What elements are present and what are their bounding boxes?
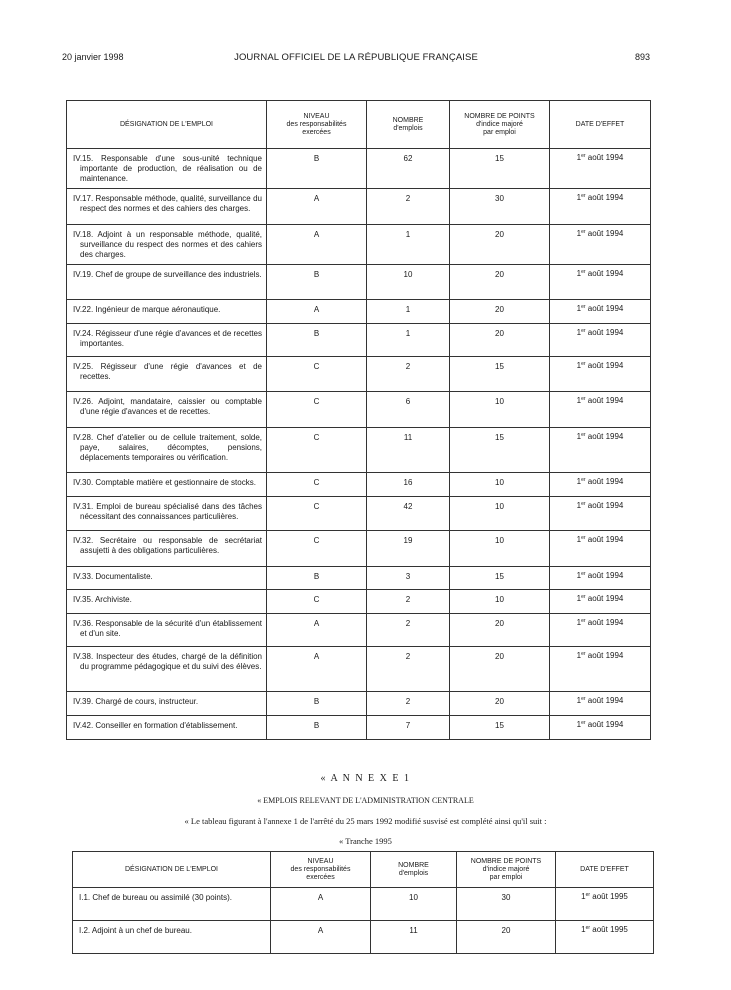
table-row — [67, 647, 651, 692]
date-cell — [550, 614, 651, 647]
emploi-text: Chef de bureau ou assimilé (30 points). — [92, 893, 232, 902]
date-rest: août 1994 — [585, 501, 624, 510]
designation-cell — [73, 888, 271, 921]
points-cell: 10 — [450, 590, 550, 614]
table-row — [67, 428, 651, 473]
date-rest: août 1995 — [590, 925, 628, 934]
designation-cell — [67, 692, 267, 716]
table-row — [67, 473, 651, 497]
designation-cell — [67, 590, 267, 614]
table-row — [67, 225, 651, 265]
points-cell: 15 — [450, 149, 550, 189]
table1-body — [67, 149, 651, 740]
niveau-cell: B — [267, 149, 367, 189]
date-ordinal: er — [585, 892, 591, 898]
nombre-cell: 11 — [371, 921, 457, 954]
date-cell — [550, 647, 651, 692]
table-row — [67, 189, 651, 225]
date-ordinal: er — [581, 328, 586, 334]
date-cell — [550, 428, 651, 473]
designation-cell — [67, 357, 267, 392]
table-row — [67, 716, 651, 740]
emploi-text: Chef de groupe de surveillance des industriels. — [95, 270, 262, 279]
emploi-text: Archiviste. — [94, 595, 132, 604]
emploi-code: IV.38. — [73, 652, 94, 661]
date-day: 1 — [576, 269, 582, 278]
nombre-cell: 3 — [367, 567, 450, 590]
niveau-cell: C — [267, 428, 367, 473]
emploi-text: Emploi de bureau spécialisé dans des tâches nécessitant des connaissances particulières. — [80, 502, 262, 521]
date-ordinal: er — [581, 501, 586, 507]
emploi-text: Adjoint, mandataire, caissier ou comptable d'une régie d'avances et de recettes. — [80, 397, 263, 416]
points-cell: 20 — [450, 225, 550, 265]
date-cell — [550, 590, 651, 614]
nombre-cell: 2 — [367, 614, 450, 647]
date-cell — [550, 300, 651, 324]
nombre-cell: 2 — [367, 692, 450, 716]
nombre-cell: 16 — [367, 473, 450, 497]
points-cell: 15 — [450, 357, 550, 392]
niveau-cell: A — [271, 921, 371, 954]
date-rest: août 1994 — [585, 432, 624, 441]
nombre-cell: 1 — [367, 324, 450, 357]
date-day: 1 — [576, 720, 582, 729]
emploi-code: IV.30. — [73, 478, 94, 487]
date-rest: août 1994 — [585, 229, 624, 238]
nombre-cell: 6 — [367, 392, 450, 428]
designation-cell — [67, 225, 267, 265]
emploi-code: IV.22. — [73, 305, 94, 314]
date-ordinal: er — [581, 229, 586, 235]
emploi-code: I.1. — [79, 893, 91, 902]
points-cell: 10 — [450, 392, 550, 428]
date-cell — [550, 225, 651, 265]
niveau-cell: A — [267, 647, 367, 692]
date-ordinal: er — [581, 396, 586, 402]
emploi-text: Adjoint à un responsable méthode, qualité, surveillance du respect des normes et des cahiers des charges. — [80, 230, 262, 259]
annexe-intro: « Le tableau figurant à l'annexe 1 de l'arrêté du 25 mars 1992 modifié susvisé est complété ainsi qu'il suit : — [184, 816, 547, 826]
emploi-code: IV.28. — [73, 433, 94, 442]
date-rest: août 1994 — [585, 696, 624, 705]
date-day: 1 — [576, 304, 582, 313]
date-rest: août 1994 — [585, 651, 624, 660]
points-cell: 10 — [450, 497, 550, 531]
date-ordinal: er — [581, 153, 586, 159]
table-row — [67, 692, 651, 716]
designation-cell — [67, 392, 267, 428]
date-day: 1 — [576, 501, 582, 510]
table-row — [67, 265, 651, 300]
date-rest: août 1994 — [585, 477, 624, 486]
date-day: 1 — [581, 925, 586, 934]
emploi-text: Documentaliste. — [95, 572, 153, 581]
emploi-code: IV.31. — [73, 502, 94, 511]
date-ordinal: er — [581, 720, 586, 726]
emploi-code: IV.36. — [73, 619, 94, 628]
col-date: DATE D'EFFET — [556, 852, 654, 888]
col-nombre: NOMBRE d'emplois — [367, 101, 450, 149]
nombre-cell: 2 — [367, 189, 450, 225]
date-rest: août 1994 — [585, 396, 624, 405]
points-cell: 20 — [450, 692, 550, 716]
date-cell — [556, 921, 654, 954]
emploi-text: Responsable d'une sous-unité technique importante de production, de réalisation ou de maintenance. — [80, 154, 262, 183]
designation-cell — [67, 300, 267, 324]
nombre-cell: 2 — [367, 357, 450, 392]
date-day: 1 — [576, 396, 582, 405]
emplois-table-1 — [66, 100, 651, 740]
annexe-title: « A N N E X E 1 — [320, 773, 411, 784]
designation-cell — [67, 428, 267, 473]
designation-cell — [67, 567, 267, 590]
emploi-code: IV.15. — [73, 154, 94, 163]
emploi-code: IV.35. — [73, 595, 94, 604]
date-cell — [556, 888, 654, 921]
date-ordinal: er — [581, 535, 586, 541]
niveau-cell: A — [267, 300, 367, 324]
table-row — [67, 357, 651, 392]
emploi-code: IV.39. — [73, 697, 94, 706]
date-cell — [550, 531, 651, 567]
table-header-row — [67, 101, 651, 149]
date-rest: août 1994 — [585, 328, 624, 337]
date-cell — [550, 265, 651, 300]
date-rest: août 1994 — [585, 571, 624, 580]
col-niveau: NIVEAU des responsabilités exercées — [267, 101, 367, 149]
emploi-text: Responsable de la sécurité d'un établissement et d'un site. — [80, 619, 262, 638]
niveau-cell: C — [267, 357, 367, 392]
niveau-cell: B — [267, 716, 367, 740]
nombre-cell: 1 — [367, 225, 450, 265]
points-cell: 20 — [450, 265, 550, 300]
date-ordinal: er — [581, 361, 586, 367]
designation-cell — [67, 614, 267, 647]
date-cell — [550, 473, 651, 497]
emploi-code: IV.32. — [73, 536, 94, 545]
col-points: NOMBRE DE POINTS d'indice majoré par emploi — [450, 101, 550, 149]
emploi-code: IV.25. — [73, 362, 94, 371]
journal-title: JOURNAL OFFICIEL DE LA RÉPUBLIQUE FRANÇAISE — [234, 52, 478, 63]
col-nombre: NOMBRE d'emplois — [371, 852, 457, 888]
emploi-code: IV.19. — [73, 270, 94, 279]
emploi-code: IV.18. — [73, 230, 94, 239]
emploi-code: IV.17. — [73, 194, 94, 203]
nombre-cell: 2 — [367, 647, 450, 692]
emplois-table-2 — [72, 851, 654, 954]
date-ordinal: er — [581, 651, 586, 657]
emploi-text: Régisseur d'une régie d'avances et de recettes importantes. — [80, 329, 262, 348]
table-row — [67, 590, 651, 614]
emploi-text: Secrétaire ou responsable de secrétariat assujetti à des obligations particulières. — [80, 536, 262, 555]
emploi-text: Responsable méthode, qualité, surveillance du respect des normes et des cahiers des charges. — [80, 194, 262, 213]
date-day: 1 — [576, 193, 582, 202]
date-rest: août 1994 — [585, 361, 624, 370]
nombre-cell: 42 — [367, 497, 450, 531]
nombre-cell: 10 — [371, 888, 457, 921]
date-cell — [550, 324, 651, 357]
table-row — [67, 300, 651, 324]
date-day: 1 — [576, 328, 582, 337]
points-cell: 20 — [450, 300, 550, 324]
emploi-text: Ingénieur de marque aéronautique. — [95, 305, 221, 314]
date-ordinal: er — [585, 925, 591, 931]
designation-cell — [73, 921, 271, 954]
date-day: 1 — [576, 153, 582, 162]
date-rest: août 1994 — [585, 594, 624, 603]
col-points: NOMBRE DE POINTS d'indice majoré par emploi — [457, 852, 556, 888]
niveau-cell: B — [267, 692, 367, 716]
table-row — [67, 614, 651, 647]
date-ordinal: er — [581, 696, 586, 702]
date-ordinal: er — [581, 432, 586, 438]
points-cell: 15 — [450, 567, 550, 590]
date-rest: août 1994 — [585, 535, 624, 544]
date-cell — [550, 567, 651, 590]
points-cell: 20 — [457, 921, 556, 954]
niveau-cell: B — [267, 265, 367, 300]
date-day: 1 — [576, 651, 582, 660]
date-rest: août 1994 — [585, 304, 624, 313]
table-row — [67, 324, 651, 357]
date-day: 1 — [576, 618, 582, 627]
date-cell — [550, 357, 651, 392]
points-cell: 10 — [450, 473, 550, 497]
designation-cell — [67, 531, 267, 567]
col-date: DATE D'EFFET — [550, 101, 651, 149]
table-row — [73, 921, 654, 954]
date-cell — [550, 692, 651, 716]
date-ordinal: er — [581, 477, 586, 483]
points-cell: 30 — [457, 888, 556, 921]
date-cell — [550, 497, 651, 531]
annexe-subtitle: « EMPLOIS RELEVANT DE L'ADMINISTRATION CENTRALE — [257, 796, 474, 805]
points-cell: 10 — [450, 531, 550, 567]
points-cell: 20 — [450, 647, 550, 692]
emploi-text: Conseiller en formation d'établissement. — [95, 721, 238, 730]
points-cell: 30 — [450, 189, 550, 225]
date-ordinal: er — [581, 594, 586, 600]
date-rest: août 1994 — [585, 153, 624, 162]
emploi-text: Adjoint à un chef de bureau. — [91, 926, 192, 935]
nombre-cell: 11 — [367, 428, 450, 473]
emploi-text: Régisseur d'une régie d'avances et de recettes. — [80, 362, 262, 381]
niveau-cell: C — [267, 473, 367, 497]
date-rest: août 1994 — [585, 193, 624, 202]
emploi-code: I.2. — [79, 926, 91, 935]
niveau-cell: C — [267, 392, 367, 428]
col-designation: DÉSIGNATION DE L'EMPLOI — [73, 852, 271, 888]
table-row — [67, 392, 651, 428]
table-header-row — [73, 852, 654, 888]
date-rest: août 1994 — [585, 269, 624, 278]
date-rest: août 1994 — [585, 720, 624, 729]
date-ordinal: er — [581, 618, 586, 624]
emploi-code: IV.24. — [73, 329, 94, 338]
date-day: 1 — [576, 696, 582, 705]
col-designation: DÉSIGNATION DE L'EMPLOI — [67, 101, 267, 149]
date-day: 1 — [581, 892, 586, 901]
date-ordinal: er — [581, 304, 586, 310]
niveau-cell: B — [267, 567, 367, 590]
table-row — [67, 567, 651, 590]
page-header — [62, 52, 650, 66]
date-ordinal: er — [581, 269, 586, 275]
date-rest: août 1994 — [585, 618, 624, 627]
niveau-cell: A — [267, 189, 367, 225]
date-day: 1 — [576, 477, 582, 486]
nombre-cell: 7 — [367, 716, 450, 740]
niveau-cell: C — [267, 497, 367, 531]
col-niveau: NIVEAU des responsabilités exercées — [271, 852, 371, 888]
page-number: 893 — [634, 52, 650, 62]
table-row — [67, 149, 651, 189]
niveau-cell: A — [267, 225, 367, 265]
nombre-cell: 19 — [367, 531, 450, 567]
emploi-text: Chargé de cours, instructeur. — [95, 697, 199, 706]
nombre-cell: 62 — [367, 149, 450, 189]
date-cell — [550, 716, 651, 740]
emploi-text: Inspecteur des études, chargé de la définition du programme pédagogique et du suivi des élèves. — [80, 652, 262, 671]
date-cell — [550, 149, 651, 189]
emploi-text: Comptable matière et gestionnaire de stocks. — [95, 478, 256, 487]
nombre-cell: 1 — [367, 300, 450, 324]
niveau-cell: B — [267, 324, 367, 357]
date-ordinal: er — [581, 571, 586, 577]
date-rest: août 1995 — [590, 892, 628, 901]
date-cell — [550, 392, 651, 428]
date-day: 1 — [576, 594, 582, 603]
date-day: 1 — [576, 535, 582, 544]
header-date: 20 janvier 1998 — [62, 52, 124, 62]
nombre-cell: 2 — [367, 590, 450, 614]
emploi-text: Chef d'atelier ou de cellule traitement, solde, paye, salaires, décomptes, pensions, déplacements temporaires ou vérification. — [80, 433, 262, 462]
emploi-code: IV.33. — [73, 572, 94, 581]
table-row — [73, 888, 654, 921]
points-cell: 15 — [450, 716, 550, 740]
date-day: 1 — [576, 432, 582, 441]
date-ordinal: er — [581, 193, 586, 199]
emploi-code: IV.26. — [73, 397, 94, 406]
date-day: 1 — [576, 229, 582, 238]
designation-cell — [67, 473, 267, 497]
designation-cell — [67, 189, 267, 225]
designation-cell — [67, 647, 267, 692]
designation-cell — [67, 149, 267, 189]
date-cell — [550, 189, 651, 225]
designation-cell — [67, 265, 267, 300]
table-row — [67, 497, 651, 531]
date-day: 1 — [576, 361, 582, 370]
niveau-cell: C — [267, 531, 367, 567]
nombre-cell: 10 — [367, 265, 450, 300]
designation-cell — [67, 324, 267, 357]
emploi-code: IV.42. — [73, 721, 94, 730]
table-row — [67, 531, 651, 567]
designation-cell — [67, 716, 267, 740]
date-day: 1 — [576, 571, 582, 580]
niveau-cell: A — [271, 888, 371, 921]
annexe-tranche: « Tranche 1995 — [339, 836, 392, 846]
points-cell: 20 — [450, 614, 550, 647]
table2-body — [73, 888, 654, 954]
designation-cell — [67, 497, 267, 531]
niveau-cell: A — [267, 614, 367, 647]
points-cell: 15 — [450, 428, 550, 473]
niveau-cell: C — [267, 590, 367, 614]
points-cell: 20 — [450, 324, 550, 357]
